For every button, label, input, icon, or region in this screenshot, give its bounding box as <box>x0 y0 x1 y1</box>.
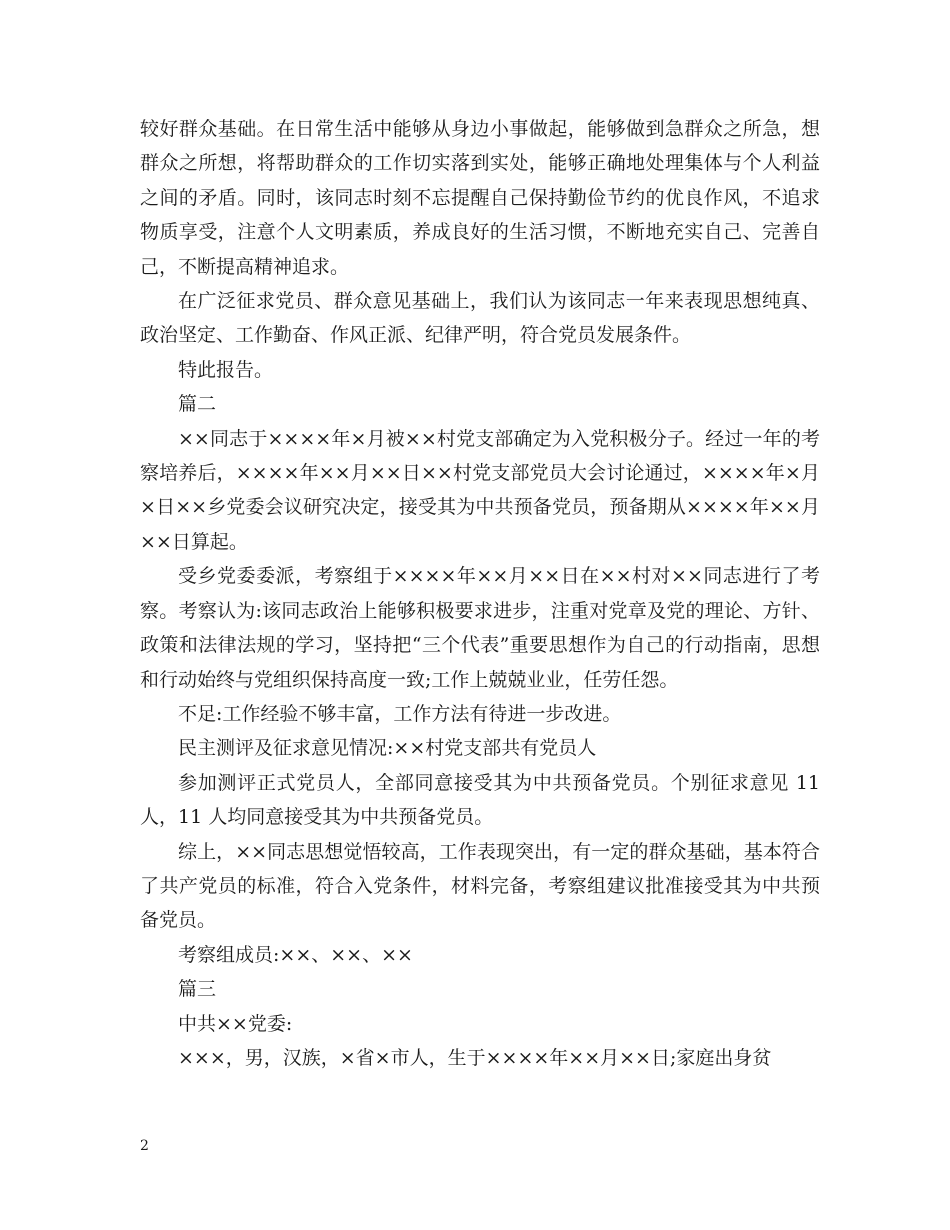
paragraph-7: 不足:工作经验不够丰富，工作方法有待进一步改进。 <box>178 702 622 725</box>
section-heading-3: 篇三 <box>178 978 217 1001</box>
paragraph-11: 考察组成员:××、××、×× <box>178 943 413 966</box>
paragraph-9: 参加测评正式党员人，全部同意接受其为中共预备党员。个别征求意见 11 人，11 人均同意接受其为中共预备党员。 <box>140 771 820 829</box>
paragraph-2: 在广泛征求党员、群众意见基础上，我们认为该同志一年来表现思想纯真、政治坚定、工作勤奋、作风正派、纪律严明，符合党员发展条件。 <box>140 290 820 347</box>
section-heading-2: 篇二 <box>178 393 217 416</box>
paragraph-6: 受乡党委委派，考察组于××××年××月××日在××村对××同志进行了考察。考察认为:该同志政治上能够积极要求进步，注重对党章及党的理论、方针、政策和法律法规的学习，坚持把“三个代表”重要思想作为自己的行动指南，思想和行动始终与党组织保持高度一致;工作上兢兢业业，任劳任怨。 <box>140 565 820 691</box>
paragraph-10: 综上，××同志思想觉悟较高，工作表现突出，有一定的群众基础，基本符合了共产党员的标准，符合入党条件，材料完备，考察组建议批准接受其为中共预备党员。 <box>140 840 820 932</box>
paragraph-1: 较好群众基础。在日常生活中能够从身边小事做起，能够做到急群众之所急，想群众之所想，将帮助群众的工作切实落到实处，能够正确地处理集体与个人利益之间的矛盾。同时，该同志时刻不忘提醒自己保持勤俭节约的优良作风，不追求物质享受，注意个人文明素质，养成良好的生活习惯，不断地充实自己、完善自己，不断提高精神追求。 <box>140 118 820 278</box>
document-body <box>140 112 820 1075</box>
page-number: 2 <box>140 1138 149 1154</box>
paragraph-14: ×××，男，汉族，×省×市人，生于××××年××月××日;家庭出身贫 <box>178 1046 772 1069</box>
paragraph-5: ××同志于××××年×月被××村党支部确定为入党积极分子。经过一年的考察培养后，××××年××月××日××村党支部党员大会讨论通过，××××年×月×日××乡党委会议研究决定，接受其为中共预备党员，预备期从××××年××月××日算起。 <box>140 427 820 553</box>
paragraph-3: 特此报告。 <box>178 358 274 381</box>
paragraph-8: 民主测评及征求意见情况:××村党支部共有党员人 <box>178 737 597 760</box>
paragraph-13: 中共××党委: <box>178 1012 293 1035</box>
